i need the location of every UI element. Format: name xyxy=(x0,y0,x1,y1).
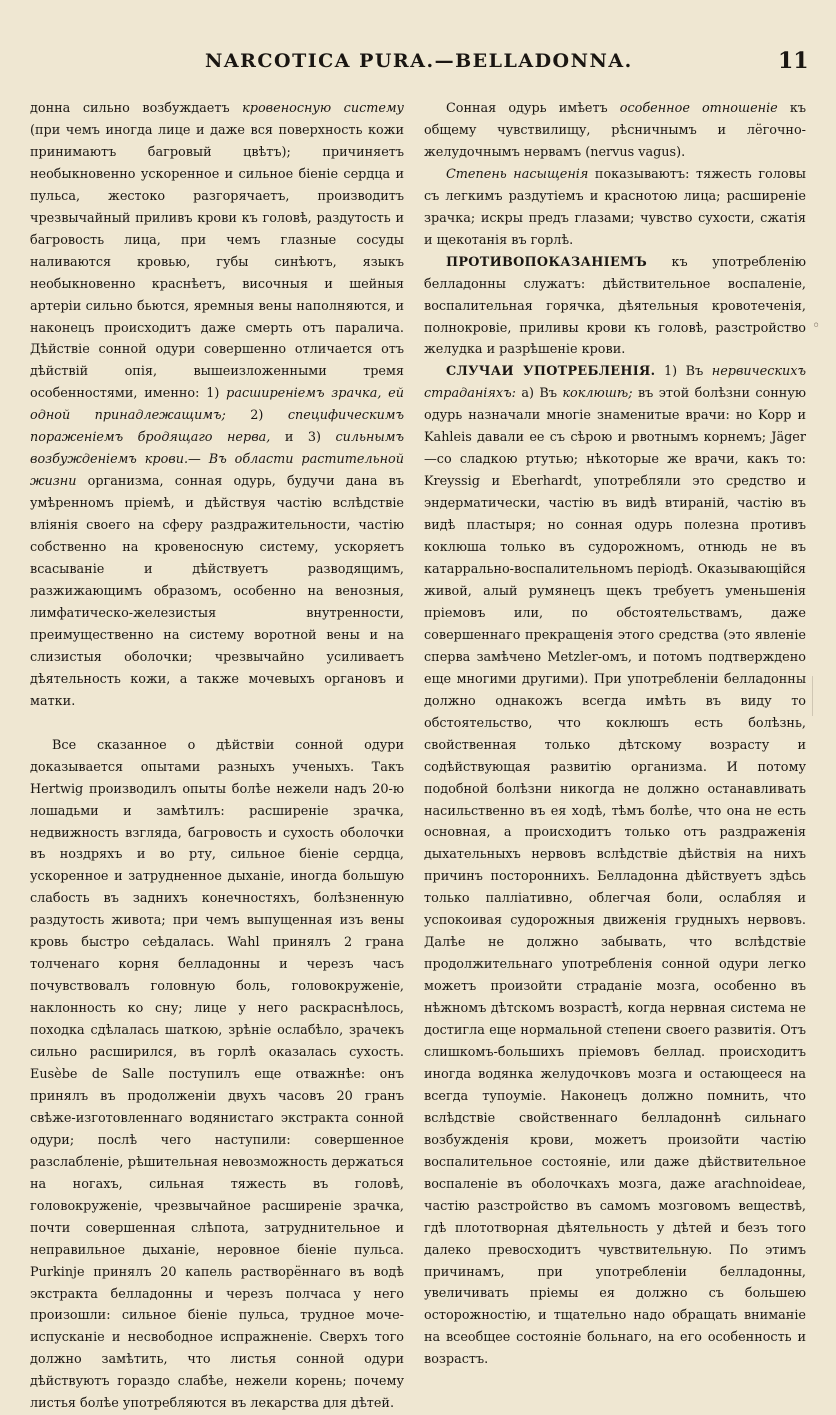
section-heading: ПРОТИВОПОКАЗАНІЕМЪ xyxy=(446,254,648,270)
margin-mark: ◦ xyxy=(812,318,821,334)
right-paragraph-3 xyxy=(424,252,806,362)
left-column xyxy=(30,98,404,1415)
italic-run: кровеносную систему xyxy=(242,101,404,116)
right-paragraph-1 xyxy=(424,98,806,164)
text-run: 2) xyxy=(225,408,288,424)
text-run: къ общему чувствилищу, рѣсничнымъ и лёгочно-желудочнымъ нервамъ (nervus vagus). xyxy=(424,101,806,160)
italic-run: нервическихъ страданіяхъ: xyxy=(424,364,806,402)
left-paragraph-1 xyxy=(30,98,404,713)
right-column xyxy=(424,98,806,1371)
italic-run: коклюшѣ; xyxy=(562,386,633,402)
italic-run: особенное отношеніе xyxy=(619,101,778,116)
left-paragraph-2: Все сказанное о дѣйствіи сонной одури доказывается опытами разныхъ ученыхъ. Такъ Hertwig производилъ опыты болѣе нежели надъ 20-ю лошадьми и замѣтилъ: расширеніе зрачка, недвижность взгляда, багровость и сухость оболочки въ ноздряхъ и во рту, сильное біеніе сердца, ускоренное и затрудненное дыханіе, иногда большую слабость въ заднихъ конечностяхъ, болѣзненную раздутость живота; при чемъ выпущенная изъ вены кровь быстро сеѣдалась. Wahl принялъ 2 грана толченаго корня белладонны и черезъ часъ почувствовалъ головную боль, головокруженіе, наклонность ко сну; лице у него раскраснѣлось, походка сдѣлалась шаткою, зрѣніе ослабѣло, зрачекъ сильно расширился, въ горлѣ оказалась сухость. Eusèbe de Salle поступилъ еще отважнѣе: онъ принялъ въ продолженіи двухъ часовъ 20 гранъ свѣже-изготовленнаго водянистаго экстракта сонной одури; послѣ чего наступили: совершенное разслабленіе, рѣшительная невозможность держаться на ногахъ, сильная тяжесть въ головѣ, головокруженіе, чрезвычайное расширеніе зрачка, почти совершенная слѣпота, затруднительное и неправильное дыханіе, неровное біеніе пульса. Purkinje принялъ 20 капель растворённаго въ водѣ экстракта белладонны и черезъ полчаса у него произошли: сильное біеніе пульса, трудное моче-испусканіе и несвободное испражненіе. Сверхъ того должно замѣтить, что листья сонной одури дѣйствуютъ гораздо слабѣе, нежели корень; почему листья болѣе употребляются въ лекарства для дѣтей. xyxy=(30,737,404,1412)
page-number: 11 xyxy=(778,48,809,74)
text-run: организма, сонная одурь, будучи дана въ умѣренномъ пріемѣ, и дѣйствуя частію вслѣдствіе вліянія своего на сферу раздражительности, частію собственно на кровеносную систему, ускоряетъ всасываніе и дѣйствуетъ разводящимъ, разжижающимъ образомъ, особенно на венозныя, лимфатическо-железистыя внутренности, преимущественно на систему воротной вены и на слизистыя оболочки; чрезвычайно усиливаетъ дѣятельность кожи, а также мочевыхъ органовъ и матки. xyxy=(30,474,404,709)
text-run: a) Въ xyxy=(515,386,563,402)
margin-smudge xyxy=(812,676,813,716)
italic-run: сильнымъ возбужденіемъ крови.— Въ области растительной жизни xyxy=(30,430,404,490)
italic-run: Степень насыщенія xyxy=(446,166,589,182)
text-run: 1) Въ xyxy=(655,364,712,380)
running-title: NARCOTICA PURA.—BELLADONNA. xyxy=(205,50,633,72)
right-paragraph-4 xyxy=(424,361,806,1371)
text-run: въ этой болѣзни сонную одурь назначали многіе знаменитые врачи: но Kopp и Kahleis давали ее съ сѣрою и рвотнымъ корнемъ; Jäger—со сладкою ртутью; нѣкоторые же врачи, какъ то: Kreyssig и Eberhardt, употребляли это средство и эндерматически, частію въ видѣ втираній, частію въ видѣ пластыря; но сонная одурь полезна противъ коклюша только въ судорожномъ, отнюдь не въ катаррально-воспалительномъ періодѣ. Оказывающійся живой, алый румянецъ щекъ требуетъ уменьшенія пріемовъ или, по обстоятельствамъ, даже совершеннаго прекращенія этого средства (это явленіе сперва замѣчено Metzler-омъ, и потомъ подтверждено еще многими другими). При употребленіи белладонны должно однакожъ всегда имѣть въ виду то обстоятельство, что коклюшъ есть болѣзнь, свойственная только дѣтскому возрасту и содѣйствующая развитію организма. И потому подобной болѣзни никогда не должно останавливать насильственно въ ея ходѣ, тѣмъ болѣе, что она не есть основная, а происходитъ только отъ раздраженія дыхательныхъ нервовъ вслѣдствіе дѣйствія на нихъ причинъ постороннихъ. Белладонна дѣйствуетъ здѣсь только палліативно, облегчая боли, ослабляя и успокоивая судорожныя движенія грудныхъ нервовъ. Далѣе не должно забывать, что вслѣдствіе продолжительнаго употребленія сонной одури легко можетъ произойти страданіе мозга, особенно въ нѣжномъ дѣтскомъ возрастѣ, когда нервная система не достигла еще нормальной степени своего развитія. Отъ слишкомъ-большихъ пріемовъ беллад. происходитъ иногда водянка желудочковъ мозга и остающееся на всегда тупоуміе. Наконецъ должно помнить, что вслѣдствіе свойственнаго белладоннѣ сильнаго возбужденія крови, можетъ произойти частію воспалительное состояніе, или даже дѣйствительное воспаленіе въ оболочкахъ мозга, даже arachnoideae, частію разстройство въ самомъ мозговомъ веществѣ, гдѣ плототворная дѣятельность у дѣтей и безъ того далеко превосходитъ чувствительную. По этимъ причинамъ, при употребленіи белладонны, увеличивать пріемы ея должно съ большею осторожностію, и тщательно надо обращать вниманіе на всеобщее состояніе больнаго, на его особенность и возрастъ. xyxy=(424,386,807,1368)
text-run: донна сильно возбуждаетъ xyxy=(30,101,243,116)
text-run: Сонная одурь имѣетъ xyxy=(446,101,620,116)
italic-run: специфическимъ пораженіемъ бродящаго нерва, xyxy=(30,408,404,446)
italic-run: расширеніемъ зрачка, ей одной принадлежащимъ; xyxy=(30,386,404,424)
text-run: (при чемъ иногда лице и даже вся поверхность кожи принимаютъ багровый цвѣтъ); причиняетъ необыкновенно ускоренное и сильное біеніе сердца и пульса, жестоко разгорячаетъ, производитъ чрезвычайный приливъ крови къ головѣ, раздутость и багровость лица, при чемъ глазные сосуды наливаются кровью, губы синѣютъ, языкъ необыкновенно краснѣетъ, височныя и шейныя артеріи сильно бьются, яремныя вены наполняются, и наконецъ происходитъ даже смерть отъ паралича. Дѣйствіе сонной одури совершенно отличается отъ дѣйствій опія, вышеизложенными тремя особенностями, именно: 1) xyxy=(30,122,404,402)
section-heading: СЛУЧАИ УПОТРЕБЛЕНІЯ. xyxy=(446,364,656,380)
page-header xyxy=(0,48,836,78)
text-run: и 3) xyxy=(270,430,336,446)
text-run: показываютъ: тяжесть головы съ легкимъ раздутіемъ и краснотою лица; расширеніе зрачка; искры предъ глазами; чувство сухости, сжатія и щекотанія въ горлѣ. xyxy=(424,166,806,248)
text-run: къ употребленію белладонны служатъ: дѣйствительное воспаленіе, воспалительная горячка, дѣятельныя кровотеченія, полнокровіе, приливы крови къ головѣ, разстройство желудка и разрѣшеніе крови. xyxy=(424,254,806,358)
right-paragraph-2 xyxy=(424,164,806,252)
